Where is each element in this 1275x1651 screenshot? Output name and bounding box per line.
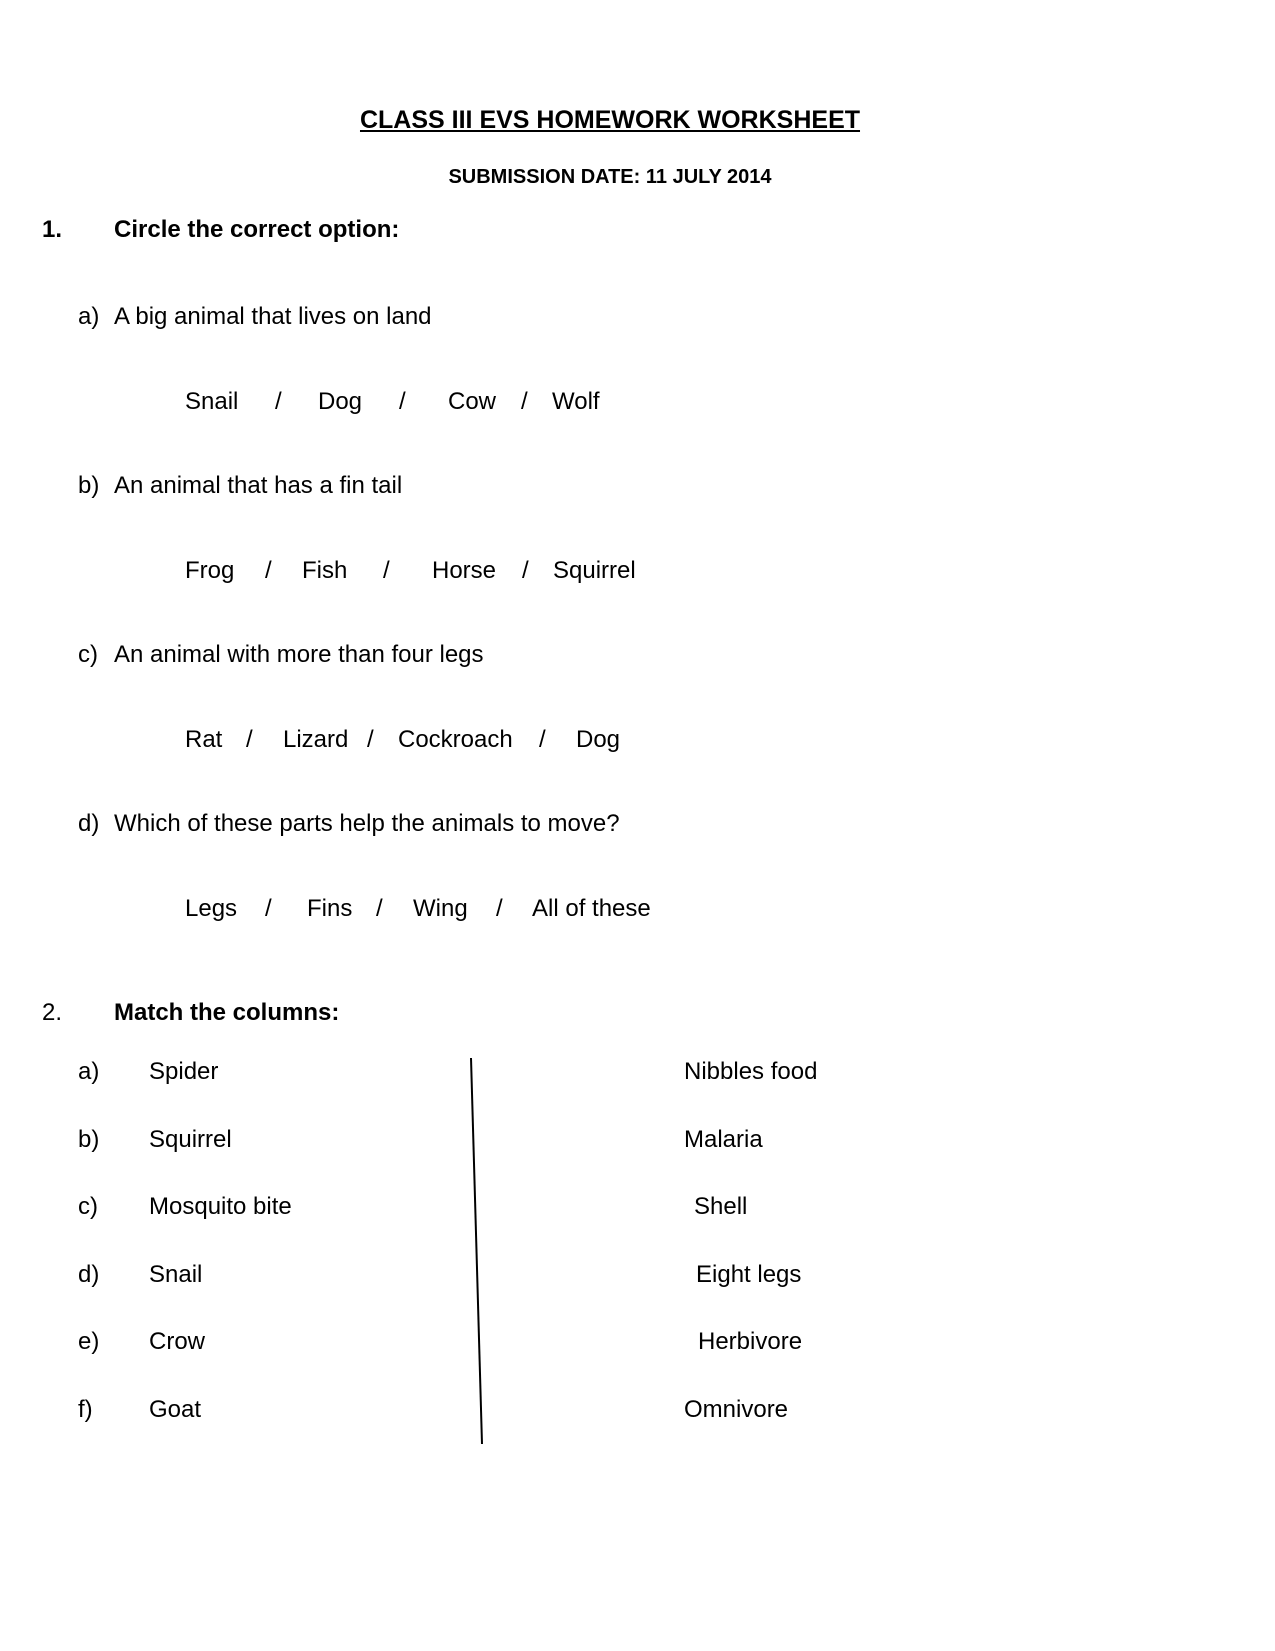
match-row-b-left: Squirrel (149, 1126, 232, 1153)
q1-b-separator: / (522, 557, 529, 584)
worksheet-title: CLASS III EVS HOMEWORK WORKSHEET (359, 106, 861, 134)
q1-item-d-text: Which of these parts help the animals to move? (114, 810, 620, 837)
match-row-d-right: Eight legs (696, 1261, 802, 1288)
q1-item-a-text: A big animal that lives on land (114, 303, 432, 330)
question-2-number: 2. (42, 999, 63, 1026)
q1-a-separator: / (521, 388, 528, 415)
q1-c-option: Rat (185, 726, 223, 753)
match-row-a-letter: a) (78, 1058, 100, 1085)
q1-c-separator: / (539, 726, 546, 753)
q1-c-option: Dog (576, 726, 621, 753)
q1-a-option: Wolf (552, 388, 600, 415)
column-divider-line (471, 1058, 482, 1444)
q1-d-option: Wing (413, 895, 468, 922)
match-row-f-right: Omnivore (684, 1396, 789, 1423)
match-row-b-right: Malaria (684, 1126, 763, 1153)
q1-b-option: Fish (302, 557, 348, 584)
q1-item-c-text: An animal with more than four legs (114, 641, 484, 668)
q1-a-option: Dog (318, 388, 363, 415)
q1-a-separator: / (275, 388, 282, 415)
q1-d-option: All of these (532, 895, 651, 922)
q1-d-separator: / (496, 895, 503, 922)
q1-c-option: Cockroach (398, 726, 513, 753)
match-row-e-letter: e) (78, 1328, 100, 1355)
q1-d-option: Fins (307, 895, 353, 922)
match-row-c-left: Mosquito bite (149, 1193, 292, 1220)
q1-a-option: Snail (185, 388, 239, 415)
q1-a-option: Cow (448, 388, 497, 415)
q1-d-separator: / (376, 895, 383, 922)
match-row-d-letter: d) (78, 1261, 100, 1288)
question-1-heading: Circle the correct option: (114, 216, 400, 243)
match-row-e-right: Herbivore (698, 1328, 803, 1355)
q1-item-d-letter: d) (78, 810, 100, 837)
question-2-heading: Match the columns: (114, 999, 340, 1026)
submission-date: SUBMISSION DATE: 11 JULY 2014 (448, 166, 772, 188)
q1-b-separator: / (265, 557, 272, 584)
match-row-d-left: Snail (149, 1261, 203, 1288)
match-row-b-letter: b) (78, 1126, 100, 1153)
q1-item-a-letter: a) (78, 303, 100, 330)
q1-item-c-letter: c) (78, 641, 98, 668)
match-row-c-right: Shell (694, 1193, 748, 1220)
q1-c-separator: / (246, 726, 253, 753)
q1-c-separator: / (367, 726, 374, 753)
q1-b-separator: / (383, 557, 390, 584)
match-row-a-right: Nibbles food (684, 1058, 818, 1085)
q1-d-separator: / (265, 895, 272, 922)
q1-item-b-letter: b) (78, 472, 100, 499)
q1-a-separator: / (399, 388, 406, 415)
match-row-c-letter: c) (78, 1193, 98, 1220)
q1-d-option: Legs (185, 895, 238, 922)
q1-b-option: Frog (185, 557, 235, 584)
q1-item-b-text: An animal that has a fin tail (114, 472, 403, 499)
q1-b-option: Squirrel (553, 557, 636, 584)
q1-b-option: Horse (432, 557, 497, 584)
question-1-number: 1. (42, 216, 63, 243)
match-row-e-left: Crow (149, 1328, 206, 1355)
match-row-f-left: Goat (149, 1396, 202, 1423)
match-row-f-letter: f) (78, 1396, 93, 1423)
match-row-a-left: Spider (149, 1058, 219, 1085)
q1-c-option: Lizard (283, 726, 349, 753)
